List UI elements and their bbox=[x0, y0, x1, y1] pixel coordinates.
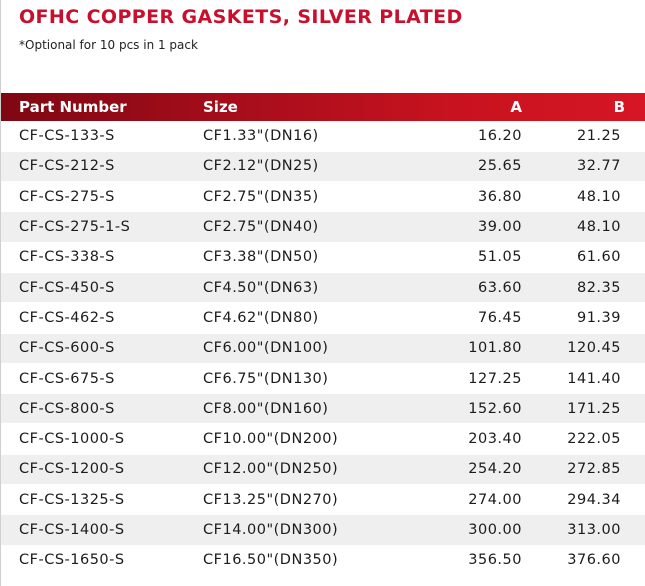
cell-dimension-a: 356.50 bbox=[424, 545, 526, 575]
cell-part-number: CF-CS-675-S bbox=[1, 363, 186, 393]
cell-dimension-a: 25.65 bbox=[424, 151, 526, 181]
table-row bbox=[1, 394, 645, 424]
cell-dimension-a: 16.20 bbox=[424, 121, 526, 151]
column-header-part-number: Part Number bbox=[19, 98, 127, 116]
cell-dimension-a: 254.20 bbox=[424, 454, 526, 484]
cell-dimension-b: 32.77 bbox=[526, 151, 645, 181]
table-row bbox=[1, 515, 645, 545]
cell-part-number: CF-CS-1650-S bbox=[1, 545, 186, 575]
cell-size: CF12.00"(DN250) bbox=[186, 454, 424, 484]
cell-dimension-b: 48.10 bbox=[526, 212, 645, 242]
cell-part-number: CF-CS-1325-S bbox=[1, 485, 186, 515]
table-row bbox=[1, 242, 645, 272]
cell-dimension-a: 203.40 bbox=[424, 424, 526, 454]
table-row bbox=[1, 272, 645, 302]
page-subtitle: *Optional for 10 pcs in 1 pack bbox=[19, 38, 198, 52]
cell-size: CF4.62"(DN80) bbox=[186, 303, 424, 333]
column-header-a: A bbox=[510, 98, 522, 116]
cell-dimension-b: 141.40 bbox=[526, 363, 645, 393]
cell-size: CF3.38"(DN50) bbox=[186, 242, 424, 272]
cell-dimension-a: 76.45 bbox=[424, 303, 526, 333]
cell-part-number: CF-CS-1400-S bbox=[1, 515, 186, 545]
table-row bbox=[1, 333, 645, 363]
cell-size: CF8.00"(DN160) bbox=[186, 394, 424, 424]
column-header-b: B bbox=[613, 98, 625, 116]
cell-dimension-b: 171.25 bbox=[526, 394, 645, 424]
cell-dimension-b: 272.85 bbox=[526, 454, 645, 484]
cell-dimension-a: 274.00 bbox=[424, 485, 526, 515]
cell-dimension-b: 313.00 bbox=[526, 515, 645, 545]
cell-dimension-b: 82.35 bbox=[526, 272, 645, 302]
table-body bbox=[1, 121, 645, 575]
cell-dimension-a: 39.00 bbox=[424, 212, 526, 242]
cell-part-number: CF-CS-800-S bbox=[1, 394, 186, 424]
table-row bbox=[1, 182, 645, 212]
table-row bbox=[1, 454, 645, 484]
cell-dimension-b: 376.60 bbox=[526, 545, 645, 575]
cell-part-number: CF-CS-212-S bbox=[1, 151, 186, 181]
cell-dimension-a: 63.60 bbox=[424, 272, 526, 302]
table-header bbox=[1, 93, 645, 121]
cell-dimension-b: 48.10 bbox=[526, 182, 645, 212]
cell-dimension-b: 91.39 bbox=[526, 303, 645, 333]
cell-part-number: CF-CS-600-S bbox=[1, 333, 186, 363]
cell-dimension-b: 120.45 bbox=[526, 333, 645, 363]
cell-dimension-a: 51.05 bbox=[424, 242, 526, 272]
cell-part-number: CF-CS-1200-S bbox=[1, 454, 186, 484]
cell-size: CF2.75"(DN40) bbox=[186, 212, 424, 242]
cell-part-number: CF-CS-1000-S bbox=[1, 424, 186, 454]
column-header-size: Size bbox=[203, 98, 238, 116]
table-row bbox=[1, 212, 645, 242]
page-title: OFHC COPPER GASKETS, SILVER PLATED bbox=[19, 6, 463, 28]
cell-dimension-a: 127.25 bbox=[424, 363, 526, 393]
gasket-table bbox=[1, 93, 645, 576]
cell-dimension-a: 300.00 bbox=[424, 515, 526, 545]
cell-size: CF2.12"(DN25) bbox=[186, 151, 424, 181]
table-row bbox=[1, 363, 645, 393]
cell-dimension-b: 294.34 bbox=[526, 485, 645, 515]
cell-part-number: CF-CS-275-S bbox=[1, 182, 186, 212]
cell-size: CF4.50"(DN63) bbox=[186, 272, 424, 302]
cell-dimension-a: 152.60 bbox=[424, 394, 526, 424]
cell-size: CF13.25"(DN270) bbox=[186, 485, 424, 515]
cell-dimension-a: 101.80 bbox=[424, 333, 526, 363]
cell-part-number: CF-CS-462-S bbox=[1, 303, 186, 333]
cell-size: CF6.00"(DN100) bbox=[186, 333, 424, 363]
cell-dimension-a: 36.80 bbox=[424, 182, 526, 212]
cell-part-number: CF-CS-133-S bbox=[1, 121, 186, 151]
cell-dimension-b: 21.25 bbox=[526, 121, 645, 151]
table-row bbox=[1, 424, 645, 454]
table-row bbox=[1, 121, 645, 151]
table-row bbox=[1, 303, 645, 333]
cell-size: CF6.75"(DN130) bbox=[186, 363, 424, 393]
cell-size: CF1.33"(DN16) bbox=[186, 121, 424, 151]
gasket-table-container bbox=[1, 93, 645, 576]
table-header-row bbox=[1, 93, 645, 121]
cell-dimension-b: 61.60 bbox=[526, 242, 645, 272]
cell-part-number: CF-CS-338-S bbox=[1, 242, 186, 272]
cell-dimension-b: 222.05 bbox=[526, 424, 645, 454]
cell-size: CF2.75"(DN35) bbox=[186, 182, 424, 212]
cell-part-number: CF-CS-450-S bbox=[1, 272, 186, 302]
table-row bbox=[1, 485, 645, 515]
cell-part-number: CF-CS-275-1-S bbox=[1, 212, 186, 242]
table-row bbox=[1, 151, 645, 181]
cell-size: CF16.50"(DN350) bbox=[186, 545, 424, 575]
cell-size: CF14.00"(DN300) bbox=[186, 515, 424, 545]
cell-size: CF10.00"(DN200) bbox=[186, 424, 424, 454]
table-row bbox=[1, 545, 645, 575]
